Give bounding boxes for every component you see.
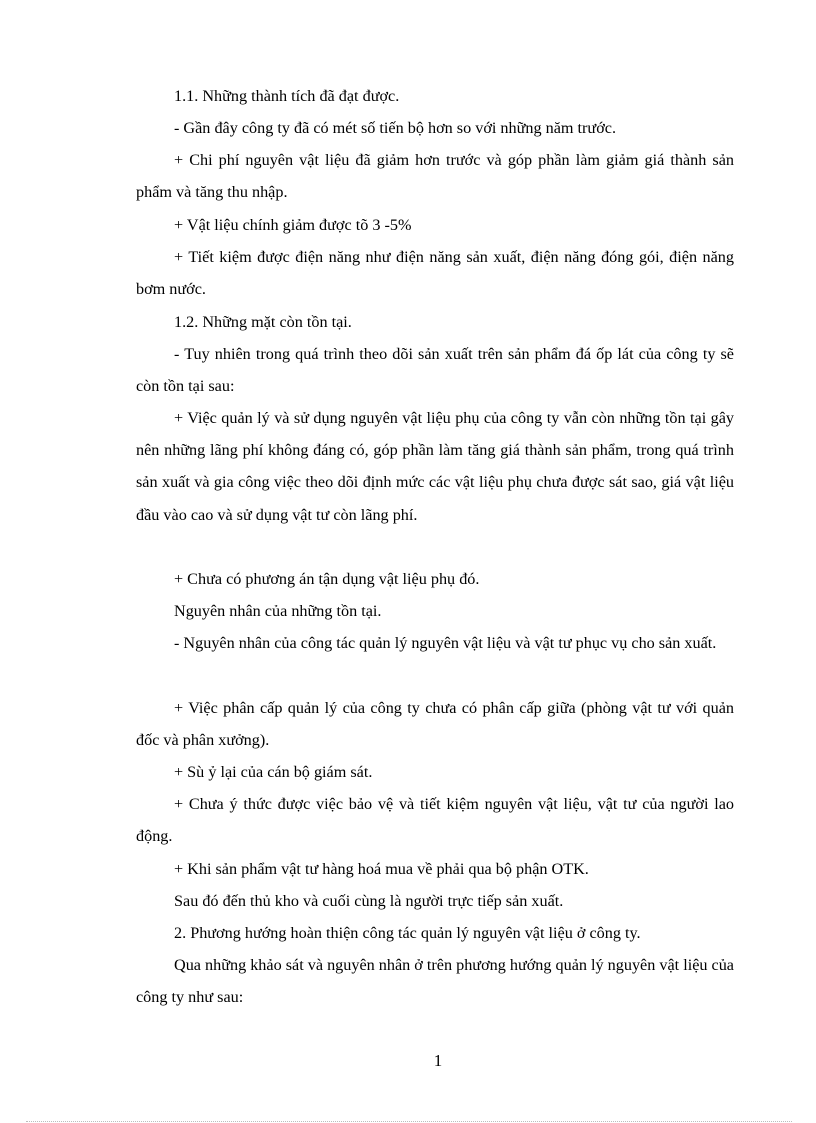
page-number: 1 bbox=[433, 1051, 443, 1070]
paragraph: Qua những khảo sát và nguyên nhân ở trên phương hướng quản lý nguyên vật liệu của công ty như sau: bbox=[136, 956, 734, 1007]
paragraph: + Chưa ý thức được việc bảo vệ và tiết kiệm nguyên vật liệu, vật tư của người lao động. bbox=[136, 795, 734, 846]
paragraph: - Tuy nhiên trong quá trình theo dõi sản xuất trên sản phẩm đá ốp lát của công ty sẽ còn tồn tại sau: bbox=[136, 345, 734, 396]
paragraph: + Chưa có phương án tận dụng vật liệu phụ đó. bbox=[174, 570, 480, 588]
paragraph: + Chi phí nguyên vật liệu đã giảm hơn trước và góp phần làm giảm giá thành sản phẩm và tăng thu nhập. bbox=[136, 151, 734, 202]
heading-achievements: 1.1. Những thành tích đã đạt được. bbox=[174, 87, 400, 105]
paragraph: + Vật liệu chính giảm được tõ 3 -5% bbox=[174, 216, 412, 234]
paragraph: + Tiết kiệm được điện năng như điện năng sản xuất, điện năng đóng gói, điện năng bơm nước. bbox=[136, 248, 734, 299]
paragraph: Sau đó đến thủ kho và cuối cùng là người trực tiếp sản xuất. bbox=[174, 892, 564, 910]
paragraph: + Sù ỷ lại của cán bộ giám sát. bbox=[174, 763, 373, 781]
paragraph: + Việc quản lý và sử dụng nguyên vật liệu phụ của công ty vẫn còn những tồn tại gây nên những lãng phí không đáng có, góp phần làm tăng giá thành sản phẩm, trong quá trình sản xuất và gia công việc theo dõi định mức các vật liệu phụ chưa được sát sao, giá vật liệu đầu vào cao và sử dụng vật tư còn lãng phí. bbox=[136, 409, 734, 524]
paragraph: + Việc phân cấp quản lý của công ty chưa có phân cấp giữa (phòng vật tư với quản đốc và phân xưởng). bbox=[136, 699, 734, 750]
heading-causes: Nguyên nhân của những tồn tại. bbox=[174, 602, 382, 620]
heading-shortcomings: 1.2. Những mặt còn tồn tại. bbox=[174, 313, 352, 331]
paragraph: - Nguyên nhân của công tác quản lý nguyên vật liệu và vật tư phục vụ cho sản xuất. bbox=[174, 634, 717, 652]
paragraph: - Gần đây công ty đã có mét số tiến bộ hơn so với những năm trước. bbox=[174, 119, 616, 137]
page-bottom-border bbox=[26, 1121, 792, 1122]
heading-direction: 2. Phương hướng hoàn thiện công tác quản lý nguyên vật liệu ở công ty. bbox=[174, 924, 641, 942]
paragraph: + Khi sản phẩm vật tư hàng hoá mua về phải qua bộ phận OTK. bbox=[174, 860, 589, 878]
